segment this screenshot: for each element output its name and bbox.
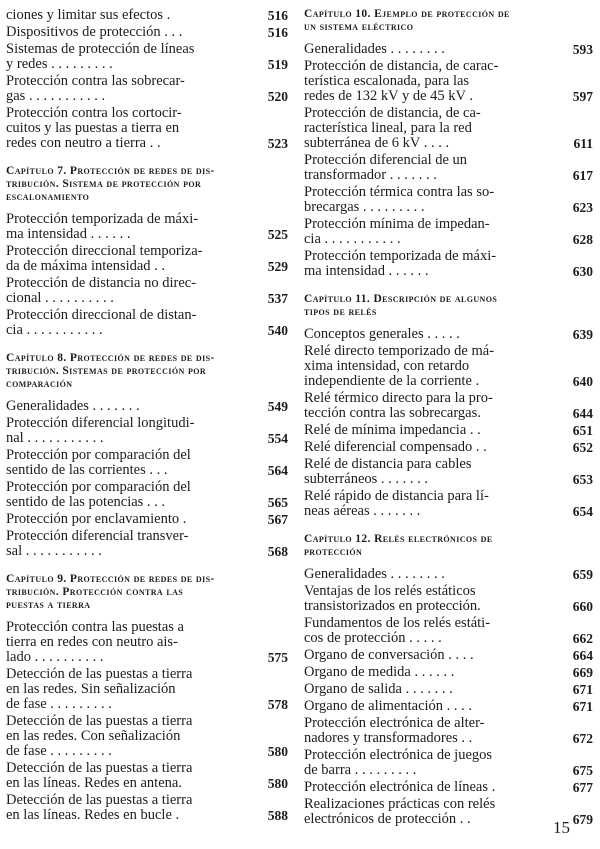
toc-entry-page: 519 (267, 57, 288, 72)
toc-entry-title: Relé diferencial compensado . . (304, 439, 487, 455)
toc-entry-page: 588 (267, 808, 288, 823)
toc-entry (304, 616, 593, 646)
toc-entry-title: Realizaciones prácticas con relés electrónicos de protección . . (304, 796, 496, 827)
toc-entry-title: Relé directo temporizado de má- xima intensidad, con retardo independiente de la corriente . (304, 343, 495, 389)
toc-entry-page: 537 (267, 291, 288, 306)
toc-entry-page: 568 (267, 544, 288, 559)
toc-entry (304, 59, 593, 104)
toc-entry-title: Protección por comparación del sentido de las corrientes . . . (6, 447, 191, 478)
toc-entry (304, 584, 593, 614)
toc-entry-title: Detección de las puestas a tierra en las líneas. Redes en antena. (6, 760, 193, 791)
toc-entry-title: Protección electrónica de alter- nadores y transformadores . . (304, 715, 485, 746)
toc-entry-page: 653 (572, 472, 593, 487)
toc-entry (304, 106, 593, 151)
toc-entry-page: 644 (572, 406, 593, 421)
toc-entry-page: 516 (267, 8, 288, 23)
toc-entry (6, 667, 288, 712)
toc-entry-page: 662 (572, 631, 593, 646)
toc-entry-page: 593 (572, 42, 593, 57)
chapter-heading: Capítulo 9. Protección de redes de dis- tribución. Protección contra las puestas a tierra (6, 573, 215, 611)
toc-entry-page: 677 (572, 780, 593, 795)
toc-entry-page: 623 (572, 200, 593, 215)
toc-entry-page: 652 (572, 440, 593, 455)
toc-entry-page: 565 (267, 495, 288, 510)
toc-entry (6, 480, 288, 510)
toc-entry (6, 42, 288, 72)
toc-entry-title: Sistemas de protección de líneas y redes . . . . . . . . . (6, 41, 195, 72)
toc-entry (304, 344, 593, 389)
toc-entry-title: Protección temporizada de máxi- ma intensidad . . . . . . (304, 248, 497, 279)
toc-entry-page: 669 (572, 665, 593, 680)
toc-entry-title: Protección direccional temporiza- da de máxima intensidad . . (6, 243, 203, 274)
toc-entry (304, 440, 593, 455)
toc-entry (304, 716, 593, 746)
toc-entry (6, 416, 288, 446)
toc-entry-page: 523 (267, 136, 288, 151)
toc-entry-title: Protección contra los cortocir- cuitos y las puestas a tierra en redes con neutro a tierra . . (6, 105, 182, 151)
toc-entry-page: 654 (572, 504, 593, 519)
toc-entry (304, 185, 593, 215)
chapter-heading: Capítulo 8. Protección de redes de dis- tribución. Sistemas de protección por comparación (6, 352, 215, 390)
toc-entry (304, 42, 593, 57)
toc-entry-title: Protección de distancia no direc- cional . . . . . . . . . . (6, 275, 197, 306)
chapter-heading: Capítulo 12. Relés electrónicos de protección (304, 533, 493, 558)
chapter-heading: Capítulo 10. Ejemplo de protección de un sistema eléctrico (304, 8, 510, 33)
toc-entry-page: 628 (572, 232, 593, 247)
toc-entry (6, 308, 288, 338)
toc-entry-title: Organo de medida . . . . . . (304, 664, 455, 680)
toc-entry-page: 520 (267, 89, 288, 104)
toc-entry-title: Generalidades . . . . . . . . (304, 566, 445, 582)
toc-entry-page: 630 (572, 264, 593, 279)
toc-entry (6, 25, 288, 40)
toc-entry (304, 489, 593, 519)
toc-entry-title: Organo de conversación . . . . (304, 647, 474, 663)
toc-entry (304, 780, 593, 795)
toc-entry (304, 797, 593, 827)
toc-entry-page: 529 (267, 259, 288, 274)
toc-entry-page: 575 (267, 650, 288, 665)
toc-entry (6, 106, 288, 151)
toc-entry (304, 457, 593, 487)
toc-entry (304, 249, 593, 279)
toc-entry (304, 567, 593, 582)
toc-entry (6, 512, 288, 527)
toc-entry (6, 620, 288, 665)
toc-entry-title: Organo de alimentación . . . . (304, 698, 473, 714)
toc-entry-title: Ventajas de los relés estáticos transistorizados en protección. (304, 583, 481, 614)
toc-right-column (304, 8, 593, 829)
toc-left-column (6, 8, 288, 825)
toc-entry (6, 212, 288, 242)
toc-entry-page: 597 (572, 89, 593, 104)
toc-entry-title: ciones y limitar sus efectos . (6, 7, 171, 23)
toc-entry-title: Protección por comparación del sentido de las potencias . . . (6, 479, 191, 510)
toc-entry-title: Relé térmico directo para la pro- tección contra las sobrecargas. (304, 390, 493, 421)
toc-entry-page: 516 (267, 25, 288, 40)
toc-entry-title: Protección direccional de distan- cia . . . . . . . . . . . (6, 307, 197, 338)
toc-entry-page: 567 (267, 512, 288, 527)
toc-entry-title: Protección de distancia, de carac- terística escalonada, para las redes de 132 kV y de 45 kV . (304, 58, 499, 104)
toc-entry-page: 639 (572, 327, 593, 342)
toc-entry (304, 748, 593, 778)
toc-entry (6, 793, 288, 823)
toc-entry (304, 327, 593, 342)
toc-entry-title: Dispositivos de protección . . . (6, 24, 183, 40)
toc-entry-title: Generalidades . . . . . . . . (304, 41, 445, 57)
toc-entry-title: Protección diferencial de un transformador . . . . . . . (304, 152, 468, 183)
toc-entry-page: 540 (267, 323, 288, 338)
toc-entry-page: 580 (267, 744, 288, 759)
toc-entry (6, 74, 288, 104)
toc-entry (6, 529, 288, 559)
toc-entry-page: 554 (267, 431, 288, 446)
toc-entry-page: 671 (572, 682, 593, 697)
toc-entry-title: Protección mínima de impedan- cia . . . . . . . . . . . (304, 216, 490, 247)
page-number: 15 (553, 818, 570, 837)
toc-entry-title: Relé de mínima impedancia . . (304, 422, 481, 438)
chapter-heading: Capítulo 7. Protección de redes de dis- tribución. Sistema de protección por escalonamiento (6, 165, 215, 203)
toc-entry (6, 244, 288, 274)
toc-entry-title: Fundamentos de los relés estáti- cos de protección . . . . . (304, 615, 491, 646)
toc-entry-title: Protección temporizada de máxi- ma intensidad . . . . . . (6, 211, 199, 242)
toc-entry-title: Organo de salida . . . . . . . (304, 681, 453, 697)
toc-entry-title: Protección contra las puestas a tierra en redes con neutro ais- lado . . . . . . . . . . (6, 619, 184, 665)
toc-entry-page: 679 (572, 812, 593, 827)
toc-entry-title: Protección de distancia, de ca- racterística lineal, para la red subterránea de 6 kV . . . . (304, 105, 481, 151)
toc-entry (6, 276, 288, 306)
toc-entry-title: Protección diferencial longitudi- nal . . . . . . . . . . . (6, 415, 195, 446)
toc-entry (304, 217, 593, 247)
toc-entry-title: Generalidades . . . . . . . (6, 398, 140, 414)
toc-entry-title: Detección de las puestas a tierra en las líneas. Redes en bucle . (6, 792, 193, 823)
toc-entry (304, 391, 593, 421)
toc-entry-title: Detección de las puestas a tierra en las redes. Sin señalización de fase . . . . . . . . . (6, 666, 193, 712)
toc-entry-page: 651 (572, 423, 593, 438)
toc-entry (6, 761, 288, 791)
toc-entry-page: 549 (267, 399, 288, 414)
toc-entry-page: 659 (572, 567, 593, 582)
toc-entry-page: 578 (267, 697, 288, 712)
toc-entry-page: 671 (572, 699, 593, 714)
toc-entry-page: 617 (572, 168, 593, 183)
toc-entry-title: Protección contra las sobrecar- gas . . . . . . . . . . . (6, 73, 185, 104)
toc-entry-title: Protección térmica contra las so- brecargas . . . . . . . . . (304, 184, 495, 215)
chapter-heading: Capítulo 11. Descripción de algunos tipos de relés (304, 293, 498, 318)
toc-entry (304, 682, 593, 697)
toc-entry (6, 399, 288, 414)
toc-entry-page: 611 (573, 136, 593, 151)
toc-entry (304, 665, 593, 680)
toc-entry (6, 714, 288, 759)
toc-entry-title: Protección diferencial transver- sal . . . . . . . . . . . (6, 528, 189, 559)
toc-entry (304, 648, 593, 663)
toc-entry-page: 675 (572, 763, 593, 778)
toc-entry-page: 640 (572, 374, 593, 389)
toc-entry (304, 153, 593, 183)
toc-entry-page: 580 (267, 776, 288, 791)
toc-entry (6, 448, 288, 478)
toc-entry-title: Detección de las puestas a tierra en las redes. Con señalización de fase . . . . . . . . . (6, 713, 193, 759)
toc-entry-title: Protección electrónica de líneas . (304, 779, 496, 795)
toc-entry-page: 672 (572, 731, 593, 746)
toc-entry-title: Relé de distancia para cables subterráneos . . . . . . . (304, 456, 472, 487)
toc-entry-title: Relé rápido de distancia para lí- neas aéreas . . . . . . . (304, 488, 489, 519)
toc-entry-title: Conceptos generales . . . . . (304, 326, 460, 342)
toc-entry (304, 699, 593, 714)
toc-entry-page: 564 (267, 463, 288, 478)
toc-entry-page: 664 (572, 648, 593, 663)
toc-entry-title: Protección electrónica de juegos de barra . . . . . . . . . (304, 747, 493, 778)
toc-entry-page: 660 (572, 599, 593, 614)
toc-entry (6, 8, 288, 23)
toc-entry (304, 423, 593, 438)
toc-entry-title: Protección por enclavamiento . (6, 511, 187, 527)
toc-entry-page: 525 (267, 227, 288, 242)
